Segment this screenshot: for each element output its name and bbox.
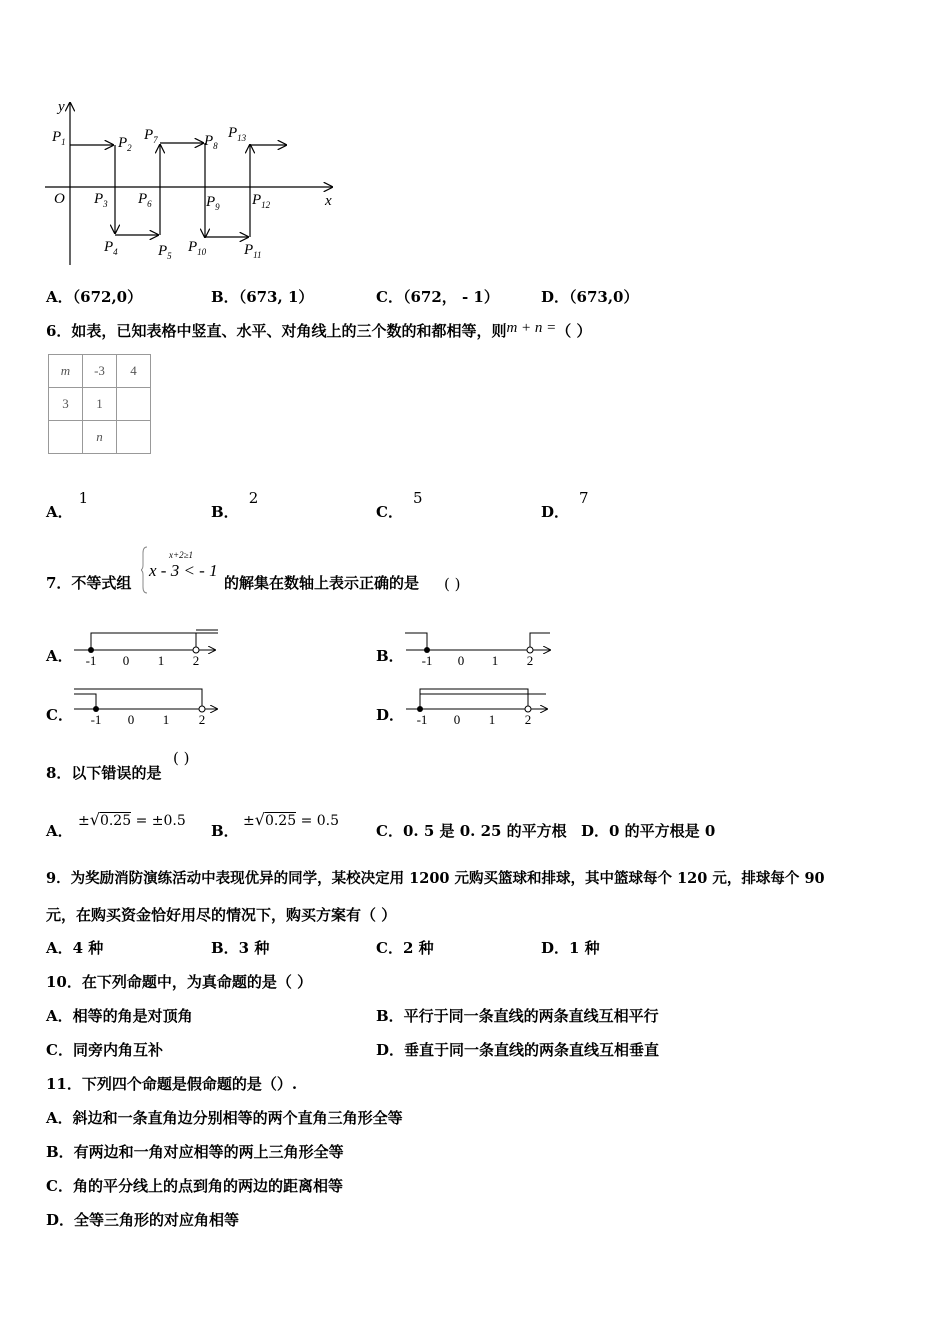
q8-option-c[interactable]: C．0. 5 是 0. 25 的平方根	[376, 822, 567, 840]
svg-text:0: 0	[453, 712, 461, 727]
q7-stem-a: 7．不等式组	[46, 574, 132, 592]
svg-text:-1: -1	[90, 712, 102, 727]
table-cell: 1	[83, 388, 117, 421]
q5-option-d[interactable]: D．（673,0）	[541, 288, 639, 306]
q6-option-b[interactable]: B．2	[211, 489, 259, 521]
q7-numberline-c[interactable]	[72, 684, 232, 728]
q9-option-b[interactable]: B．3 种	[211, 939, 270, 957]
q10-option-d[interactable]: D．垂直于同一条直线的两条直线互相垂直	[376, 1041, 660, 1059]
q7-numberline-b[interactable]	[402, 625, 562, 667]
q9-stem-line1: 9．为奖励消防演练活动中表现优异的同学，某校决定用 1200 元购买篮球和排球，其中篮球每个 120 元，排球每个 90	[46, 870, 825, 887]
point-p3: $P_3$	[94, 191, 108, 209]
q5-option-a[interactable]: A．（672,0）	[46, 288, 143, 306]
svg-text:2: 2	[192, 653, 200, 667]
q9-stem-line2: 元，在购买资金恰好用尽的情况下，购买方案有（ ）	[46, 906, 397, 924]
q7-inequality-system	[141, 545, 223, 595]
table-cell: -3	[83, 355, 117, 388]
q10-option-c[interactable]: C．同旁内角互补	[46, 1041, 163, 1059]
q6-option-d[interactable]: D．7	[541, 489, 589, 521]
q9-option-c[interactable]: C．2 种	[376, 939, 434, 957]
q10-option-a[interactable]: A．相等的角是对顶角	[46, 1007, 193, 1025]
q11-option-b[interactable]: B．有两边和一角对应相等的两上三角形全等	[46, 1143, 344, 1161]
point-p9: $P_9$	[206, 194, 220, 212]
q7-option-c-label[interactable]: C．	[46, 706, 73, 724]
table-cell: 4	[117, 355, 151, 388]
point-p13: $P_{13}$	[228, 125, 247, 143]
table-cell: n	[83, 421, 117, 454]
svg-text:0: 0	[122, 653, 130, 667]
q11-option-a[interactable]: A．斜边和一条直角边分别相等的两个直角三角形全等	[46, 1109, 403, 1127]
zigzag-path	[70, 143, 286, 237]
system-bottom: x - 3 < - 1	[149, 561, 218, 580]
q8-option-b-expr[interactable]: ±√0.25 = 0.5	[243, 810, 340, 829]
q8-stem: 8．以下错误的是	[46, 764, 162, 782]
svg-text:2: 2	[198, 712, 206, 727]
svg-text:-1: -1	[416, 712, 428, 727]
svg-text:1: 1	[491, 653, 499, 667]
svg-text:-1: -1	[85, 653, 97, 667]
table-cell: m	[49, 355, 83, 388]
q11-option-d[interactable]: D．全等三角形的对应角相等	[46, 1211, 240, 1229]
point-p12: $P_{12}$	[252, 192, 271, 210]
q10-stem: 10．在下列命题中，为真命题的是（ ）	[46, 973, 313, 991]
point-p10: $P_{10}$	[188, 239, 207, 257]
table-cell	[117, 388, 151, 421]
q6-magic-table	[48, 354, 151, 454]
q8-option-d[interactable]: D．0 的平方根是 0	[581, 822, 716, 840]
q8-option-a-expr[interactable]: ±√0.25 = ±0.5	[78, 810, 186, 829]
point-p1: $P_1$	[52, 129, 66, 147]
q7-option-b-label[interactable]: B．	[376, 647, 404, 665]
q5-option-b[interactable]: B．（673, 1）	[211, 288, 314, 306]
q5-coordinate-figure	[40, 95, 350, 270]
q10-option-b[interactable]: B．平行于同一条直线的两条直线互相平行	[376, 1007, 659, 1025]
q5-option-c[interactable]: C．（672， - 1）	[376, 288, 499, 306]
svg-text:-1: -1	[421, 653, 433, 667]
q6-stem: 6．如表，已知表格中竖直、水平、对角线上的三个数的和都相等，则m + n =（ ）	[46, 320, 592, 340]
q8-paren: ( )	[173, 749, 190, 767]
point-p8: $P_8$	[204, 133, 218, 151]
point-p4: $P_4$	[104, 239, 118, 257]
point-p5: $P_5$	[158, 243, 172, 261]
q7-option-d-label[interactable]: D．	[376, 706, 405, 724]
q9-option-a[interactable]: A．4 种	[46, 939, 104, 957]
point-p11: $P_{11}$	[244, 242, 262, 260]
svg-text:1: 1	[162, 712, 170, 727]
svg-text:1: 1	[488, 712, 496, 727]
q9-option-d[interactable]: D．1 种	[541, 939, 600, 957]
point-p2: $P_2$	[118, 135, 132, 153]
table-cell: 3	[49, 388, 83, 421]
q7-paren: ( )	[444, 575, 461, 593]
system-brace	[141, 545, 223, 595]
svg-text:0: 0	[127, 712, 135, 727]
q11-stem: 11．下列四个命题是假命题的是（）.	[46, 1075, 298, 1093]
q11-option-c[interactable]: C．角的平分线上的点到角的两边的距离相等	[46, 1177, 343, 1195]
table-cell	[49, 421, 83, 454]
q6-option-a[interactable]: A．1	[46, 489, 89, 521]
point-p7: $P_7$	[144, 127, 158, 145]
q7-numberline-d[interactable]	[402, 684, 562, 728]
system-top: x+2≥1	[169, 550, 194, 560]
q8-option-b-label[interactable]: B．	[211, 822, 239, 840]
x-axis-label: x	[325, 193, 332, 209]
q8-option-a-label[interactable]: A．	[46, 822, 73, 840]
origin-label: O	[54, 191, 65, 207]
point-p6: $P_6$	[138, 191, 152, 209]
svg-text:2: 2	[524, 712, 532, 727]
q7-stem-b: 的解集在数轴上表示正确的是	[224, 574, 420, 592]
svg-text:1: 1	[157, 653, 165, 667]
q7-numberline-a[interactable]	[70, 625, 230, 667]
svg-text:2: 2	[526, 653, 534, 667]
table-cell	[117, 421, 151, 454]
q6-option-c[interactable]: C．5	[376, 489, 423, 521]
svg-text:0: 0	[457, 653, 465, 667]
y-axis-label: y	[58, 99, 65, 115]
q7-option-a-label[interactable]: A．	[46, 647, 73, 665]
